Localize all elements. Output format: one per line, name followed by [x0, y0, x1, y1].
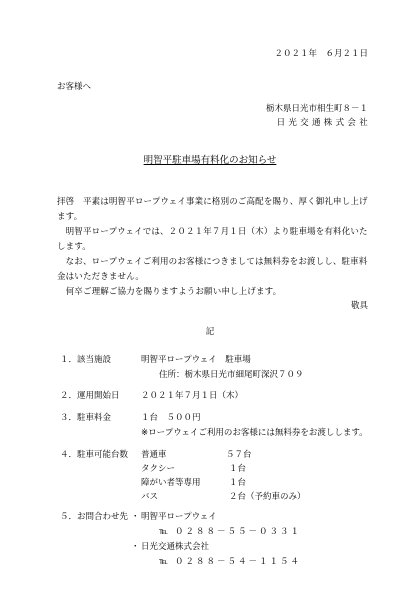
capacity-count: １台 [229, 464, 247, 474]
capacity-type: バス [141, 492, 159, 502]
capacity-type: 障がい者等専用 [141, 478, 201, 488]
contact-name: 日光交通株式会社 [141, 542, 210, 552]
document-date: ２０２１年 ６月２１日 [274, 49, 368, 59]
facility-address: 住所：栃木県日光市細尾町深沢７０９ [159, 370, 304, 380]
capacity-type: 普通車 [141, 450, 167, 460]
contact-bullet: ・ [131, 512, 140, 522]
contact-tel-prefix: ℡ [159, 557, 169, 567]
closing-keigu: 敬具 [350, 301, 368, 311]
capacity-type: タクシー [141, 464, 176, 474]
body-paragraph-2-line-2: します。 [57, 242, 91, 252]
facility-name: 明智平ロープウェイ 駐車場 [141, 355, 251, 365]
body-paragraph-1-line-2: ます。 [57, 212, 83, 222]
body-paragraph-4-line-1: 何卒ご理解ご協力を賜りますようお願い申し上げます。 [57, 287, 282, 297]
contact-tel-prefix: ℡ [159, 527, 169, 537]
fee-note: ※ロープウェイご利用のお客様には無料券をお渡しします。 [141, 428, 368, 438]
fee-value: １台 ５００円 [141, 413, 201, 423]
sender-company: 日 光 交 通 株 式 会 社 [276, 118, 368, 128]
capacity-count: ５７台 [226, 450, 252, 460]
ki-heading: 記 [205, 327, 215, 337]
contact-tel: ０２８８－５５－０３３１ [175, 527, 302, 537]
sender-address: 栃木県日光市相生町８－１ [265, 104, 368, 114]
start-date-label: ２．運用開始日 [60, 391, 120, 401]
body-paragraph-1-line-1: 拝啓 平素は明智平ロープウェイ事業に格別のご高配を賜り、厚く御礼申し上げ [57, 197, 368, 207]
body-paragraph-2-line-1: 明智平ロープウェイでは、２０２１年７月１日（木）より駐車場を有料化いた [57, 227, 368, 237]
capacity-count: ２台（予約車のみ） [229, 492, 306, 502]
contact-label: ５．お問合わせ先 [60, 512, 129, 522]
document-title-text: 明智平駐車場有料化のお知らせ [143, 155, 277, 166]
fee-label: ３．駐車料金 [60, 413, 112, 423]
facility-label: １．該当施設 [60, 355, 112, 365]
body-paragraph-3-line-2: 金はいただきません。 [57, 272, 145, 282]
capacity-count: １台 [229, 478, 247, 488]
contact-name: 明智平ロープウェイ [141, 512, 217, 522]
body-paragraph-3-line-1: なお、ロープウェイご利用のお客様につきましては無料券をお渡しし、駐車料 [57, 257, 368, 267]
capacity-label: ４．駐車可能台数 [60, 450, 129, 460]
recipient-line: お客様へ [57, 82, 92, 92]
document-title [0, 155, 420, 166]
contact-tel: ０２８８－５４－１１５４ [175, 557, 302, 567]
contact-bullet: ・ [131, 542, 140, 552]
start-date-value: ２０２１年７月１日（木） [141, 391, 244, 401]
